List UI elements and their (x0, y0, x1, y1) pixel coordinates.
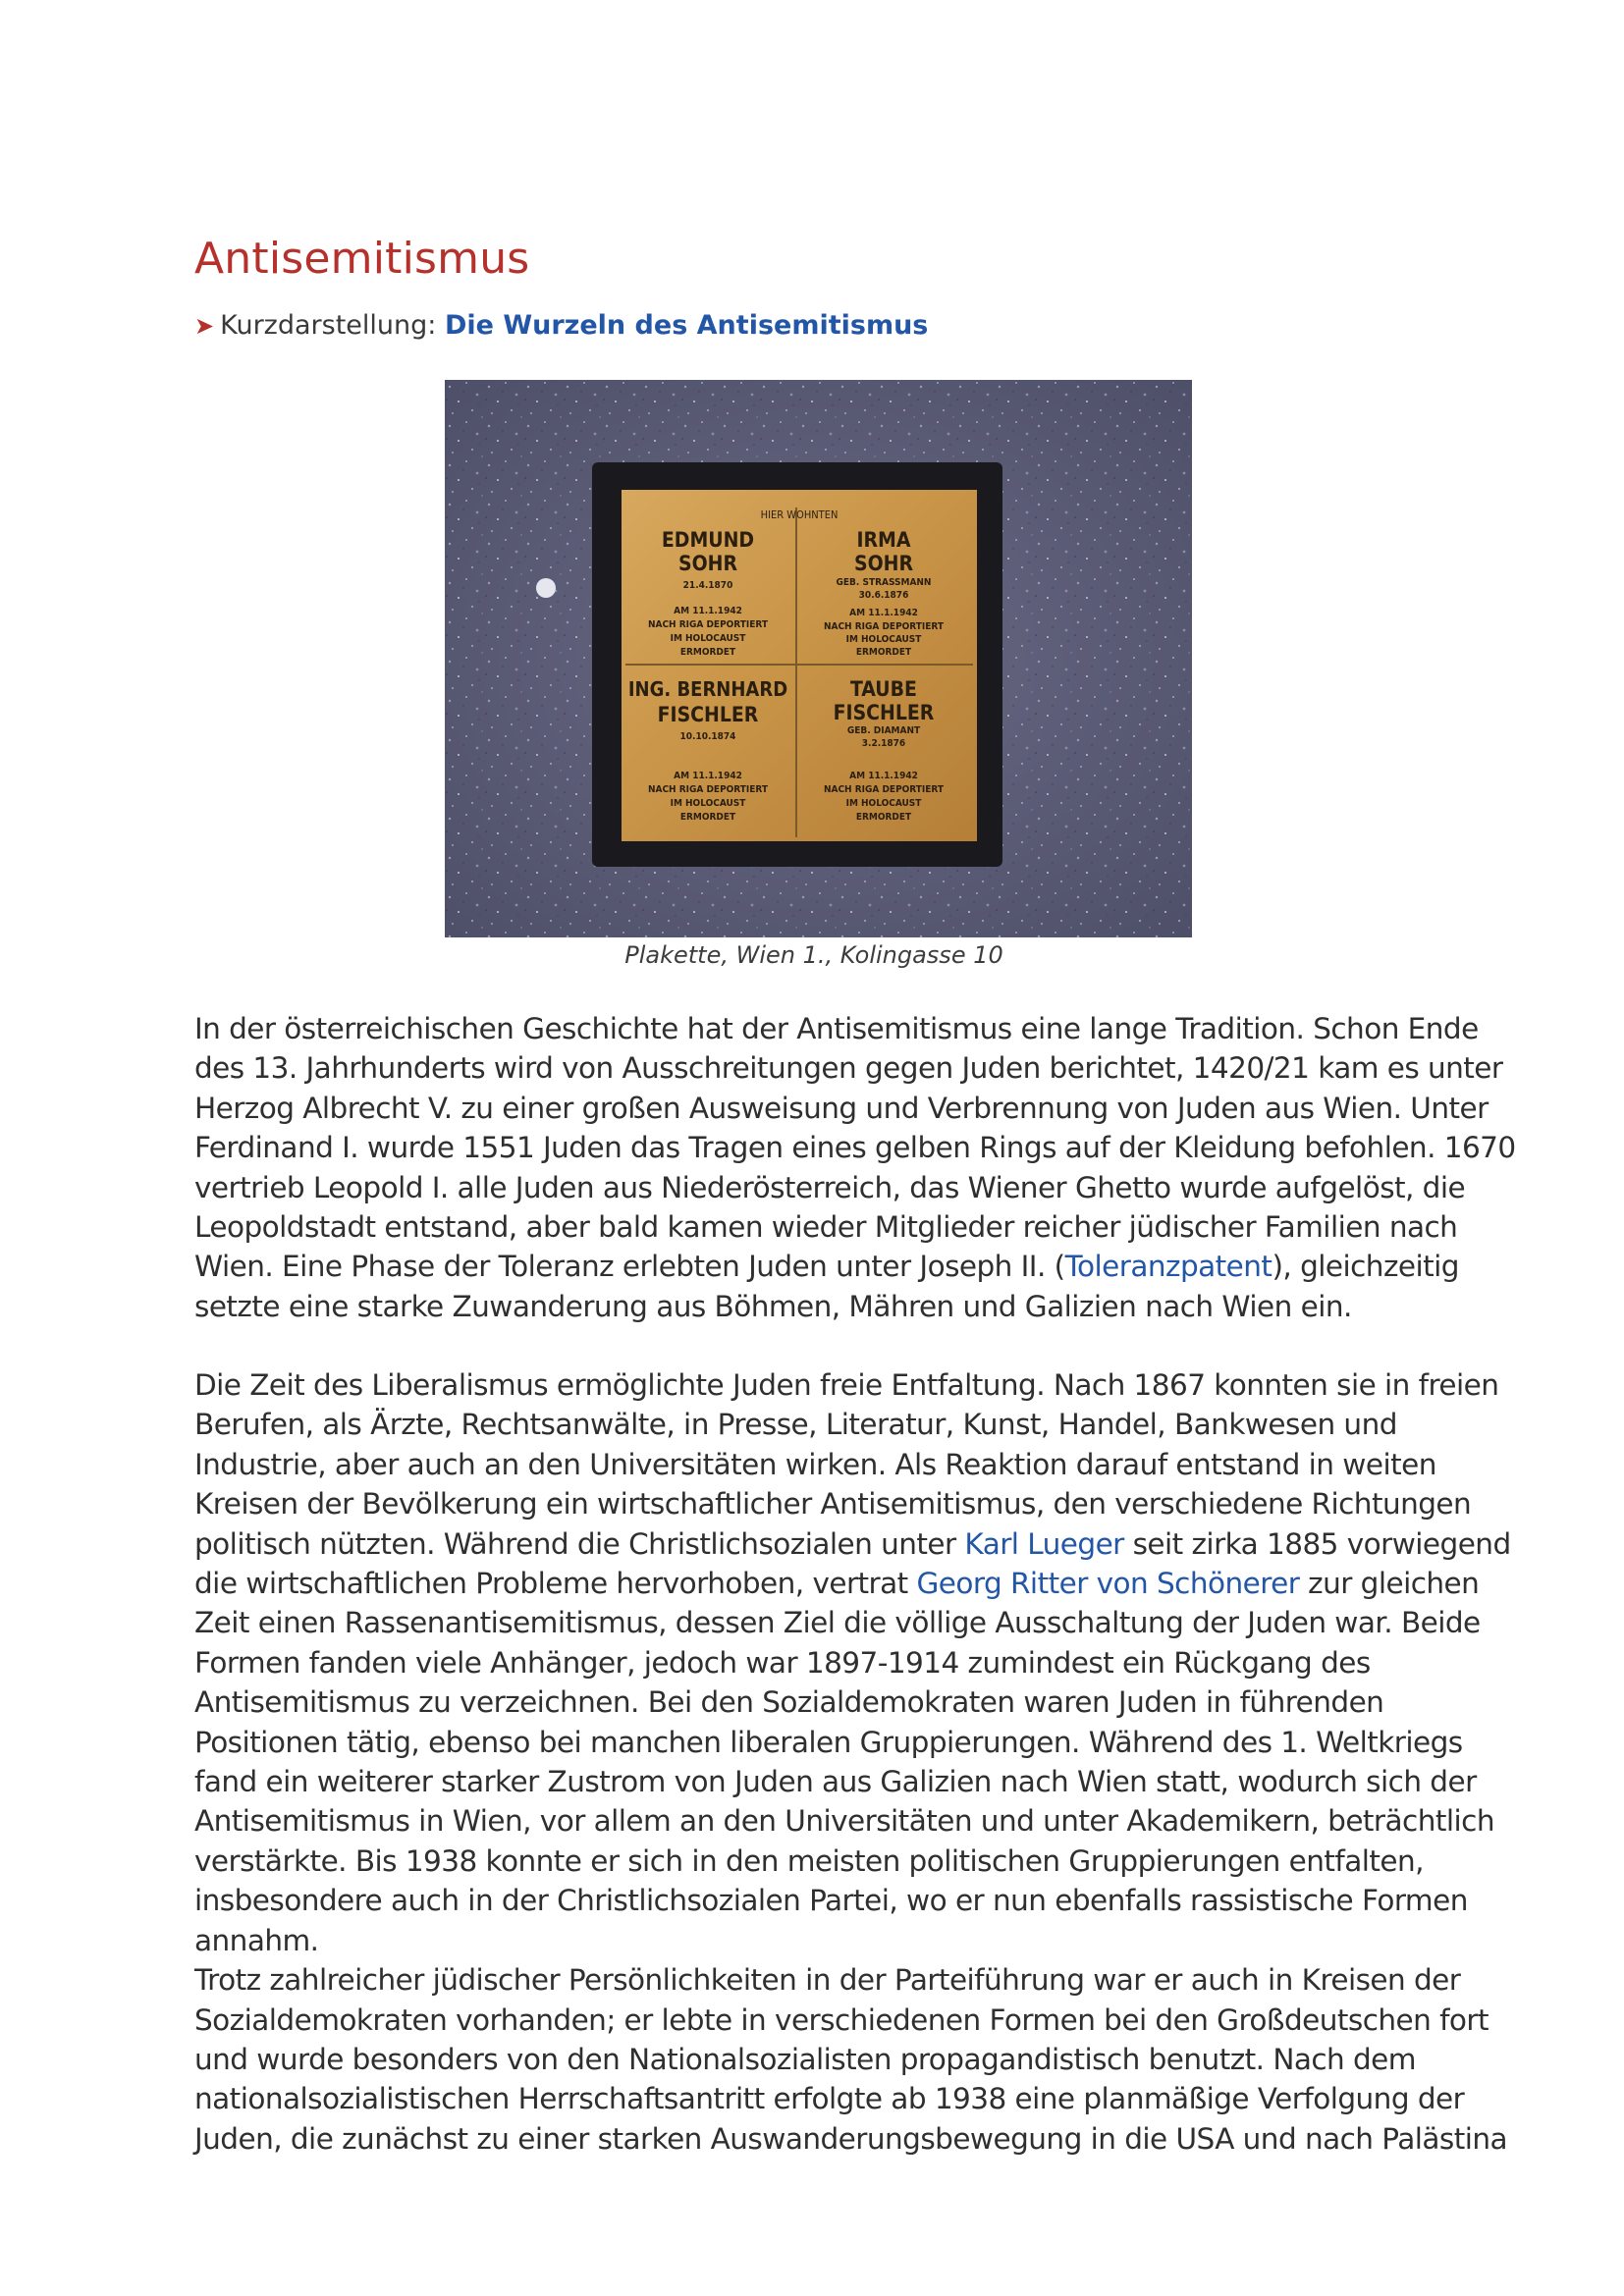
text-line: vertrieb Leopold I. alle Juden aus Niederösterreich, das Wiener Ghetto wurde aufgelöst, die (194, 1170, 1466, 1204)
plaque-text: AM 11.1.1942 (849, 771, 918, 781)
text-line: insbesondere auch in der Christlichsozialen Partei, wo er nun ebenfalls rassistische Formen (194, 1884, 1468, 1918)
text-line: Trotz zahlreicher jüdischer Persönlichkeiten in der Parteiführung war er auch in Kreisen der (194, 1963, 1461, 1998)
text-line: Leopoldstadt entstand, aber bald kamen wieder Mitglieder reicher jüdischer Familien nach (194, 1210, 1458, 1245)
plaque-photo (445, 380, 1192, 937)
text-line: des 13. Jahrhunderts wird von Ausschreitungen gegen Juden berichtet, 1420/21 kam es unter (194, 1051, 1503, 1086)
paragraph-history (194, 1009, 1516, 1326)
plaque-text: IRMA (856, 528, 911, 552)
plaque-text: FISCHLER (657, 703, 759, 726)
figure-caption: Plakette, Wien 1., Kolingasse 10 (624, 941, 1003, 969)
plaque-text: ERMORDET (855, 812, 912, 823)
plaque-text: TAUBE (850, 677, 917, 701)
text-line: Formen fanden viele Anhänger, jedoch war 1897-1914 zumindest ein Rückgang des (194, 1645, 1371, 1680)
plaque-text: NACH RIGA DEPORTIERT (647, 784, 769, 795)
text-line: Ferdinand I. wurde 1551 Juden das Tragen eines gelben Rings auf der Kleidung befohlen. 1670 (194, 1131, 1516, 1165)
plaque-text: AM 11.1.1942 (674, 771, 742, 781)
text-line: Antisemitismus zu verzeichnen. Bei den Sozialdemokraten waren Juden in führenden (194, 1685, 1384, 1720)
toleranzpatent-link[interactable]: Toleranzpatent (1064, 1250, 1272, 1284)
plaque-text: IM HOLOCAUST (845, 634, 922, 645)
plaque-text: 30.6.1876 (858, 590, 909, 601)
text-line: Berufen, als Ärzte, Rechtsanwälte, in Presse, Literatur, Kunst, Handel, Bankwesen und (194, 1408, 1397, 1442)
plaque-text: SOHR (677, 552, 738, 575)
karl-lueger-link[interactable]: Karl Lueger (964, 1526, 1124, 1561)
text-line: Antisemitismus in Wien, vor allem an den Universitäten und unter Akademikern, beträchtlich (194, 1804, 1494, 1839)
text-line: die wirtschaftlichen Probleme hervorhoben, vertrat Georg Ritter von Schönerer zur gleichen (194, 1567, 1480, 1601)
plaque-text: AM 11.1.1942 (674, 606, 742, 616)
text-line: Zeit einen Rassenantisemitismus, dessen Ziel die völlige Ausschaltung der Juden war. Beide (194, 1606, 1481, 1640)
text-line: verstärkte. Bis 1938 konnte er sich in den meisten politischen Gruppierungen entfalten, (194, 1843, 1425, 1878)
text-line: In der österreichischen Geschichte hat der Antisemitismus eine lange Tradition. Schon Ende (194, 1012, 1479, 1045)
text-line: Die Zeit des Liberalismus ermöglichte Juden freie Entfaltung. Nach 1867 konnten sie in freien (194, 1368, 1499, 1402)
plaque-text: GEB. DIAMANT (846, 725, 921, 736)
text-line: Industrie, aber auch an den Universitäten wirken. Als Reaktion darauf entstand in weiten (194, 1447, 1436, 1481)
text-line: politisch nützten. Während die Christlichsozialen unter Karl Lueger seit zirka 1885 vorwiegend (194, 1526, 1511, 1561)
plaque-text: NACH RIGA DEPORTIERT (823, 784, 945, 795)
plaque-text: 3.2.1876 (861, 738, 906, 749)
text-line: nationalsozialistischen Herrschaftsantritt erfolgte ab 1938 eine planmäßige Verfolgung der (194, 2082, 1465, 2116)
plaque-text: SOHR (853, 552, 914, 575)
paragraph-liberalism (194, 1365, 1511, 2159)
text-line: setzte eine starke Zuwanderung aus Böhmen, Mähren und Galizien nach Wien ein. (194, 1289, 1352, 1323)
plaque-text: AM 11.1.1942 (849, 608, 918, 618)
text-line: Kreisen der Bevölkerung ein wirtschaftlicher Antisemitismus, den verschiedene Richtungen (194, 1487, 1472, 1522)
plaque-text: IM HOLOCAUST (670, 633, 746, 644)
text-line: und wurde besonders von den Nationalsozialisten propagandistisch benutzt. Nach dem (194, 2042, 1416, 2076)
summary-link-row (194, 306, 928, 346)
text-line: Herzog Albrecht V. zu einer großen Ausweisung und Verbrennung von Juden aus Wien. Unter (194, 1091, 1489, 1125)
schoenerer-link[interactable]: Georg Ritter von Schönerer (916, 1567, 1300, 1601)
text-line: fand ein weiterer starker Zustrom von Juden aus Galizien nach Wien statt, wodurch sich der (194, 1765, 1477, 1799)
plaque-text: IM HOLOCAUST (670, 798, 746, 809)
summary-link[interactable]: Die Wurzeln des Antisemitismus (444, 310, 929, 341)
arrow-right-icon: ➤ (194, 312, 215, 340)
text-line: Positionen tätig, ebenso bei manchen liberalen Gruppierungen. Während des 1. Weltkriegs (194, 1725, 1463, 1759)
plaque-text: 10.10.1874 (679, 731, 736, 742)
text-line: Sozialdemokraten vorhanden; er lebte in verschiedenen Formen bei den Großdeutschen fort (194, 2002, 1489, 2037)
plaque-text: ERMORDET (679, 647, 736, 658)
text-line: Juden, die zunächst zu einer starken Auswanderungsbewegung in die USA und nach Palästina (194, 2121, 1508, 2156)
summary-prefix: Kurzdarstellung: (220, 310, 445, 341)
plaque-text: 21.4.1870 (682, 580, 733, 591)
text-line: annahm. (194, 1923, 319, 1957)
page-title: Antisemitismus (194, 234, 530, 284)
plaque-text: GEB. STRASSMANN (836, 577, 932, 588)
text-line: Wien. Eine Phase der Toleranz erlebten Juden unter Joseph II. (Toleranzpatent), gleichzeitig (194, 1250, 1459, 1284)
plaque-text: ERMORDET (679, 812, 736, 823)
plaque-text: NACH RIGA DEPORTIERT (647, 619, 769, 630)
plaque-text: ERMORDET (855, 647, 912, 658)
plaque-text: EDMUND (661, 528, 755, 552)
plaque-text: ING. BERNHARD (627, 677, 788, 701)
plaque-text: IM HOLOCAUST (845, 798, 922, 809)
svg-text:HIER WOHNTEN: HIER WOHNTEN (760, 508, 839, 521)
plaque-text: NACH RIGA DEPORTIERT (823, 621, 945, 632)
plaque-text: FISCHLER (833, 701, 935, 724)
